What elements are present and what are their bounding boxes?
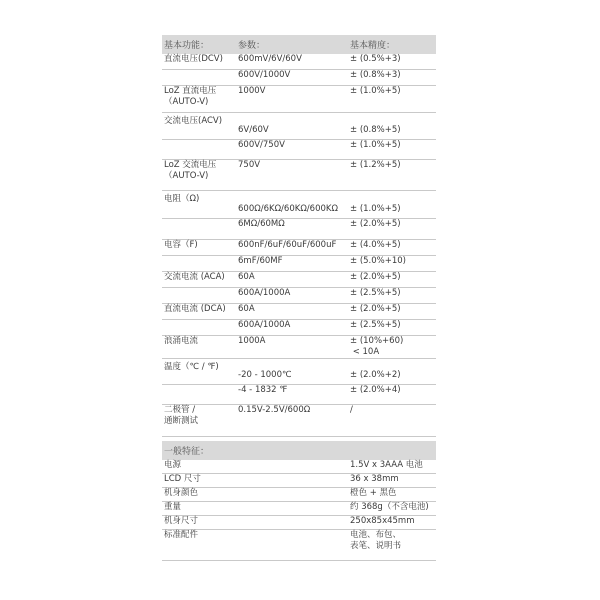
accuracy-cell: ± (1.0%+5) — [350, 140, 401, 150]
accuracy-cell: ± (2.0%+2) — [350, 370, 401, 380]
accuracy-cell: ± (5.0%+10) — [350, 256, 406, 266]
function-cell: 温度（℃ / ℉) — [164, 362, 219, 372]
function-cell: LoZ 直流电压 （AUTO-V) — [164, 86, 217, 107]
function-cell: 二极管 / 通断测试 — [164, 405, 199, 426]
parameter-cell: 1000V — [238, 86, 266, 96]
general-row — [162, 502, 436, 516]
function-cell: 电容（F) — [164, 240, 198, 250]
spec-table — [162, 35, 436, 561]
general-row — [162, 488, 436, 502]
spec-row — [162, 191, 436, 219]
general-value: 36 x 38mm — [350, 474, 399, 484]
general-label: 标准配件 — [164, 530, 199, 540]
spec-row — [162, 288, 436, 304]
spec-row — [162, 304, 436, 320]
function-cell: 直流电压(DCV) — [164, 54, 223, 64]
general-row — [162, 530, 436, 561]
spec-row — [162, 272, 436, 288]
parameter-cell: 60A — [238, 304, 255, 314]
parameter-cell: 60A — [238, 272, 255, 282]
general-value: 橙色 + 黑色 — [350, 488, 397, 498]
spec-row — [162, 86, 436, 113]
spec-row — [162, 359, 436, 385]
general-label: LCD 尺寸 — [164, 474, 201, 484]
general-value: 约 368g（不含电池) — [350, 502, 429, 512]
general-label: 机身尺寸 — [164, 516, 199, 526]
accuracy-cell: ± (2.0%+5) — [350, 272, 401, 282]
accuracy-cell: ± (2.5%+5) — [350, 320, 401, 330]
function-cell: 浪涌电流 — [164, 336, 199, 346]
function-cell: 直流电流 (DCA) — [164, 304, 226, 314]
accuracy-cell: ± (10%+60) < 10A — [350, 336, 404, 357]
general-row — [162, 516, 436, 530]
function-cell: 电阻（Ω) — [164, 194, 200, 204]
accuracy-cell: ± (1.0%+5) — [350, 204, 401, 214]
spec-row — [162, 256, 436, 272]
accuracy-cell: ± (1.0%+5) — [350, 86, 401, 96]
spec-row — [162, 336, 436, 359]
parameter-cell: 1000A — [238, 336, 266, 346]
spec-rows — [162, 54, 436, 437]
spec-row — [162, 320, 436, 336]
parameter-cell: -4 - 1832 ℉ — [238, 385, 288, 395]
parameter-cell: 600V/1000V — [238, 70, 291, 80]
parameter-cell: 600V/750V — [238, 140, 285, 150]
general-header — [162, 441, 436, 460]
spec-row — [162, 140, 436, 160]
header-function: 基本功能： — [164, 41, 210, 51]
parameter-cell: -20 - 1000℃ — [238, 370, 292, 380]
spec-row — [162, 54, 436, 70]
parameter-cell: 600Ω/6KΩ/60KΩ/600KΩ — [238, 204, 338, 214]
spec-row — [162, 113, 436, 140]
parameter-cell: 6V/60V — [238, 125, 269, 135]
accuracy-cell: ± (0.8%+3) — [350, 70, 401, 80]
parameter-cell: 0.15V-2.5V/600Ω — [238, 405, 311, 415]
spec-row — [162, 405, 436, 437]
parameter-cell: 600A/1000A — [238, 320, 291, 330]
spec-row — [162, 240, 436, 256]
accuracy-cell: ± (1.2%+5) — [350, 160, 401, 170]
accuracy-cell: ± (4.0%+5) — [350, 240, 401, 250]
accuracy-cell: / — [350, 405, 353, 415]
general-row — [162, 474, 436, 488]
parameter-cell: 6MΩ/60MΩ — [238, 219, 285, 229]
general-label: 重量 — [164, 502, 182, 512]
general-rows — [162, 460, 436, 561]
accuracy-cell: ± (2.0%+5) — [350, 304, 401, 314]
function-cell: LoZ 交流电压 （AUTO-V) — [164, 160, 217, 181]
accuracy-cell: ± (0.8%+5) — [350, 125, 401, 135]
parameter-cell: 600nF/6uF/60uF/600uF — [238, 240, 337, 250]
spec-row — [162, 385, 436, 405]
general-value: 250x85x45mm — [350, 516, 415, 526]
function-cell: 交流电压(ACV) — [164, 116, 223, 126]
general-value: 电池、布包、 表笔、说明书 — [350, 530, 402, 551]
accuracy-cell: ± (2.0%+4) — [350, 385, 401, 395]
spec-row — [162, 70, 436, 86]
spec-row — [162, 160, 436, 191]
general-label: 电源 — [164, 460, 182, 470]
parameter-cell: 6mF/60MF — [238, 256, 283, 266]
general-row — [162, 460, 436, 474]
accuracy-cell: ± (2.5%+5) — [350, 288, 401, 298]
general-header-label: 一般特征： — [164, 447, 210, 457]
parameter-cell: 600mV/6V/60V — [238, 54, 302, 64]
spec-header — [162, 35, 436, 54]
parameter-cell: 750V — [238, 160, 261, 170]
spec-row — [162, 219, 436, 240]
accuracy-cell: ± (0.5%+3) — [350, 54, 401, 64]
function-cell: 交流电流 (ACA) — [164, 272, 225, 282]
general-value: 1.5V x 3AAA 电池 — [350, 460, 423, 470]
general-label: 机身颜色 — [164, 488, 199, 498]
header-accuracy: 基本精度： — [350, 41, 396, 51]
parameter-cell: 600A/1000A — [238, 288, 291, 298]
header-parameter: 参数： — [238, 41, 266, 51]
accuracy-cell: ± (2.0%+5) — [350, 219, 401, 229]
